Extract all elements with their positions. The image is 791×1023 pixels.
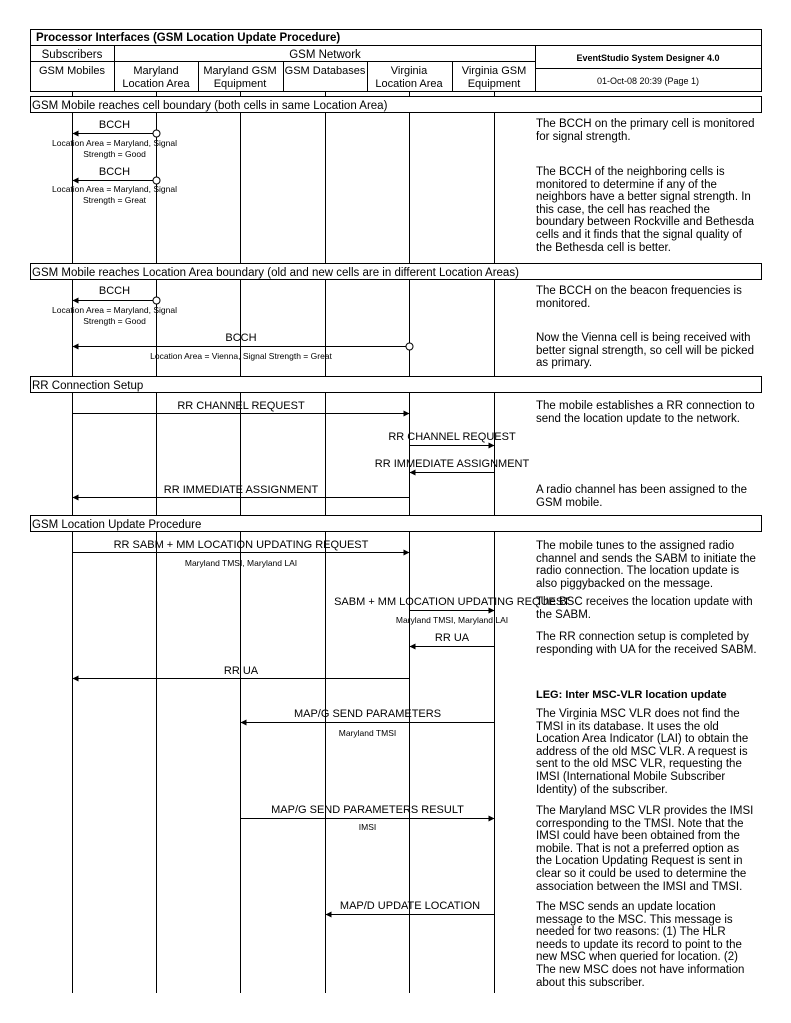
entity-label: Maryland GSM <box>203 65 277 77</box>
message <box>334 596 570 625</box>
comment: The mobile establishes a RR connection to send the location update to the network. <box>536 400 755 425</box>
message-label: MAP/D UPDATE LOCATION <box>339 900 481 912</box>
entity-label: Virginia GSM <box>461 65 527 77</box>
message-label: BCCH <box>225 332 257 344</box>
entity-label: Location Area <box>122 78 190 90</box>
message <box>73 484 410 498</box>
date-page: 01-Oct-08 20:39 (Page 1) <box>596 76 700 86</box>
message-label: BCCH <box>98 285 131 297</box>
comment: The BCCH on the beacon frequencies is monitored. <box>536 285 742 310</box>
group-network: GSM Network <box>289 49 361 61</box>
message-params: Strength = Good <box>83 316 146 326</box>
section-title: RR Connection Setup <box>32 380 144 392</box>
message-label: RR UA <box>223 665 259 677</box>
entity-label: Equipment <box>213 78 267 90</box>
section-bar <box>31 97 762 113</box>
message-params: Location Area = Maryland, Signal <box>52 138 177 148</box>
leg-title: LEG: Inter MSC-VLR location update <box>536 689 727 701</box>
entity-label: Equipment <box>467 78 521 90</box>
entity-label: GSM Databases <box>284 65 366 77</box>
message <box>388 431 516 446</box>
section-bar <box>31 516 762 532</box>
message-label: RR IMMEDIATE ASSIGNMENT <box>163 484 319 496</box>
comment: The Virginia MSC VLR does not find the TMSI in its database. It uses the old Location Area Indicator (LAI) to obtain the address of the old MSC VLR. A request is sent to the old MSC VLR, requesting the IMSI (International Mobile Subscriber Identity) of the subscriber. <box>536 708 749 796</box>
comment: The RR connection setup is completed by responding with UA for the received SABM. <box>536 631 757 656</box>
comment: A radio channel has been assigned to the GSM mobile. <box>536 484 747 509</box>
message-params: Location Area = Maryland, Signal <box>52 305 177 315</box>
message-params: Location Area = Vienna, Signal Strength = Great <box>150 351 332 361</box>
message <box>52 119 177 159</box>
message <box>52 285 177 326</box>
entity-label: Location Area <box>375 78 443 90</box>
message-label: BCCH <box>98 166 131 178</box>
section-title: GSM Mobile reaches cell boundary (both cells in same Location Area) <box>32 100 388 112</box>
message-label: RR SABM + MM LOCATION UPDATING REQUEST <box>113 539 369 551</box>
message-params: Maryland TMSI, Maryland LAI <box>395 615 509 625</box>
message-label: RR CHANNEL REQUEST <box>177 400 305 412</box>
section-title: GSM Location Update Procedure <box>32 519 202 531</box>
entity-label: GSM Mobiles <box>38 65 106 77</box>
message-label: SABM + MM LOCATION UPDATING REQUEST <box>334 596 570 608</box>
comment: The MSC sends an update location message to the MSC. This message is needed for two reasons: (1) The HLR needs to update its record to point to the new MSC when queried for location. (2) The new MSC does not have information about this subscriber. <box>536 901 745 989</box>
message-label: BCCH <box>98 119 131 131</box>
message <box>52 166 177 205</box>
message <box>73 332 414 361</box>
diagram-title: Processor Interfaces (GSM Location Update Procedure) <box>36 32 341 44</box>
comment: The Maryland MSC VLR provides the IMSI corresponding to the TMSI. Note that the IMSI could have been obtained from the mobile. That is not a preferred option as the Location Updating Request is sent in clear so it could be used to determine the association between the IMSI and TMSI. <box>536 805 754 893</box>
comment: The BCCH of the neighboring cells is monitored to determine if any of the neighbors have a better signal strength. In this case, the cell has reached the boundary between Rockville and Bethesda cells and it finds that the signal quality of the Bethesda cell is better. <box>536 166 755 254</box>
comment: The BCCH on the primary cell is monitored for signal strength. <box>536 118 755 143</box>
entity-label: Virginia <box>390 65 428 77</box>
message-label: MAP/G SEND PARAMETERS <box>293 708 442 720</box>
message-label: RR IMMEDIATE ASSIGNMENT <box>374 458 530 470</box>
message <box>73 400 410 414</box>
message-params: IMSI <box>358 822 377 832</box>
group-subscribers: Subscribers <box>41 49 103 61</box>
comment: The BSC receives the location update with the SABM. <box>536 596 753 621</box>
section-bar <box>31 264 762 280</box>
message <box>241 708 495 738</box>
message <box>241 804 495 832</box>
message <box>375 458 530 473</box>
comment: Now the Vienna cell is being received with better signal strength, so cell will be picked as primary. <box>536 332 754 370</box>
message-params: Maryland TMSI <box>338 728 397 738</box>
message-params: Strength = Good <box>83 149 146 159</box>
message-params: Maryland TMSI, Maryland LAI <box>184 558 298 568</box>
message-source-circle <box>153 130 160 137</box>
message-params: Strength = Great <box>82 195 147 205</box>
message-source-circle <box>153 177 160 184</box>
message-label: RR CHANNEL REQUEST <box>388 431 516 443</box>
message-label: MAP/G SEND PARAMETERS RESULT <box>271 804 464 816</box>
section-bar <box>31 377 762 393</box>
message-source-circle <box>153 297 160 304</box>
message <box>410 632 495 647</box>
entity-label: Maryland <box>133 65 179 77</box>
message-label: RR UA <box>434 632 470 644</box>
comment: The mobile tunes to the assigned radio channel and sends the SABM to initiate the radio connection. The location update is also piggybacked on the message. <box>536 540 756 590</box>
tool-name: EventStudio System Designer 4.0 <box>576 53 720 63</box>
message-params: Location Area = Maryland, Signal <box>52 184 177 194</box>
section-title: GSM Mobile reaches Location Area boundary (old and new cells are in different Location Areas) <box>32 267 519 279</box>
message-source-circle <box>406 343 413 350</box>
message <box>73 665 410 679</box>
